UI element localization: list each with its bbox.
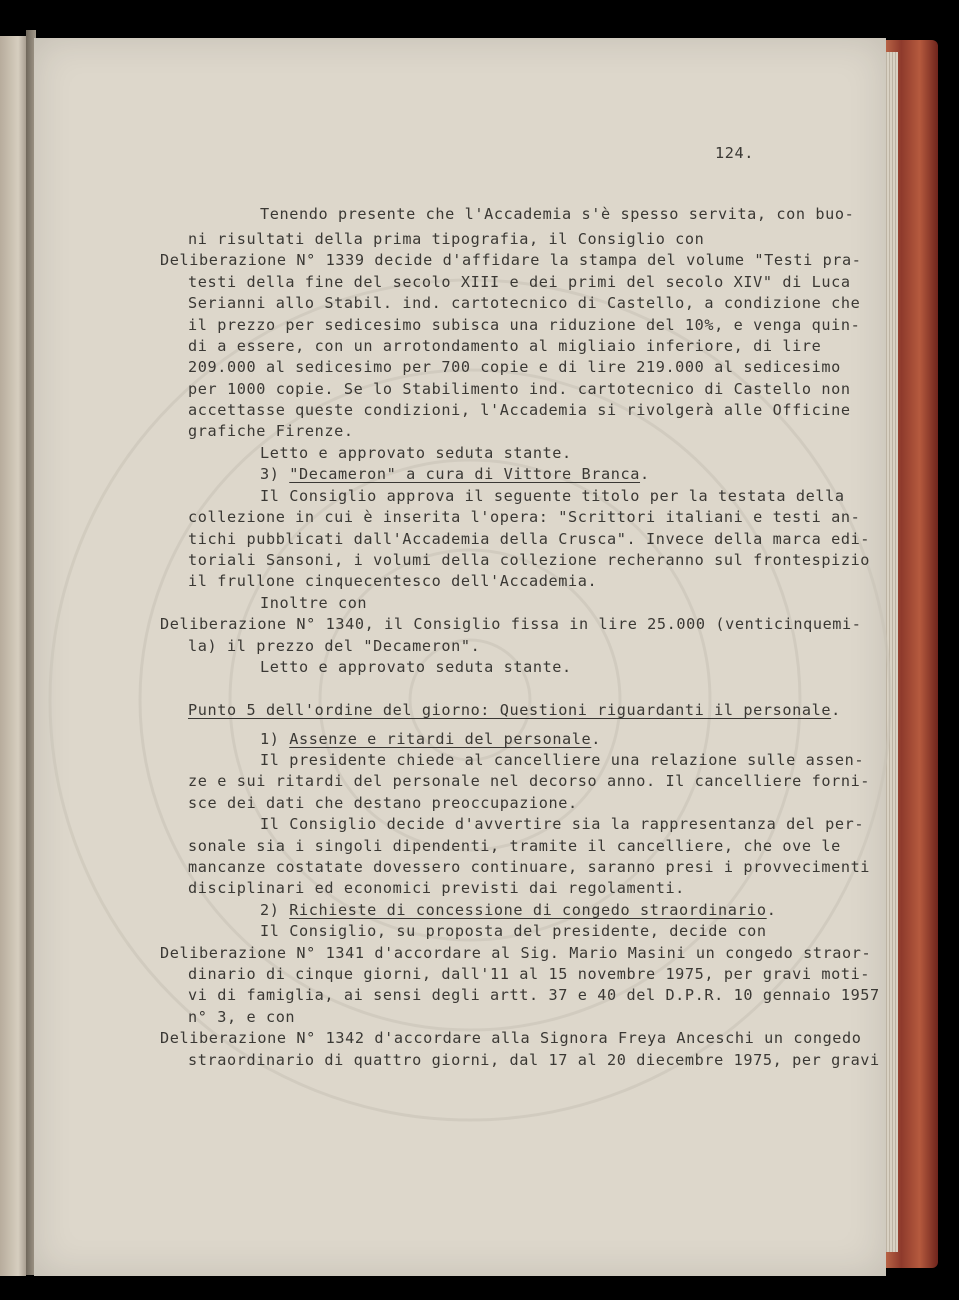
- text-line: mancanze costatate dovessero continuare, saranno presi i provvecimenti: [188, 858, 871, 876]
- text-line: Deliberazione N° 1340, il Consiglio fissa in lire 25.000 (venticinquemi-: [160, 615, 862, 633]
- text-line: collezione in cui è inserita l'opera: "Scrittori italiani e testi an-: [188, 508, 861, 526]
- text-line: 209.000 al sedicesimo per 700 copie e di lire 219.000 al sedicesimo: [188, 358, 841, 376]
- item-number: 1): [260, 730, 290, 748]
- section-heading: [260, 729, 601, 749]
- text-line: ze e sui ritardi del personale nel decorso anno. Il cancelliere forni-: [188, 772, 871, 790]
- text-line: Tenendo presente che l'Accademia s'è spesso servita, con buo-: [260, 205, 855, 223]
- text-line: Inoltre con: [260, 594, 368, 612]
- text-line: Il Consiglio approva il seguente titolo per la testata della: [260, 487, 845, 505]
- text-line: di a essere, con un arrotondamento al migliaio inferiore, di lire: [188, 337, 822, 355]
- text-line: la) il prezzo del "Decameron".: [188, 637, 481, 655]
- text-line: Letto e approvato seduta stante.: [260, 658, 572, 676]
- text-line: Deliberazione N° 1339 decide d'affidare la stampa del volume "Testi pra-: [160, 251, 862, 269]
- text-line: disciplinari ed economici previsti dai regolamenti.: [188, 879, 685, 897]
- text-line: per 1000 copie. Se lo Stabilimento ind. cartotecnico di Castello non: [188, 380, 851, 398]
- text-line: straordinario di quattro giorni, dal 17 al 20 diecembre 1975, per gravi: [188, 1051, 880, 1069]
- item-period: .: [640, 465, 650, 483]
- page-number: 124.: [715, 144, 754, 162]
- text-line: Serianni allo Stabil. ind. cartotecnico di Castello, a condizione che: [188, 294, 861, 312]
- text-line: tichi pubblicati dall'Accademia della Crusca". Invece della marca edi-: [188, 530, 871, 548]
- text-line: toriali Sansoni, i volumi della collezione recheranno sul frontespizio: [188, 551, 871, 569]
- text-line: vi di famiglia, ai sensi degli artt. 37 e 40 del D.P.R. 10 gennaio 1957: [188, 986, 880, 1004]
- text-line: Il Consiglio, su proposta del presidente, decide con: [260, 922, 767, 940]
- section-heading: [260, 464, 650, 484]
- text-line: Deliberazione N° 1341 d'accordare al Sig. Mario Masini un congedo straor-: [160, 944, 872, 962]
- item-title: Punto 5 dell'ordine del giorno: Questioni riguardanti il personale: [188, 701, 832, 719]
- text-line: Il presidente chiede al cancelliere una relazione sulle assen-: [260, 751, 865, 769]
- item-title: Richieste di concessione di congedo straordinario: [289, 901, 767, 919]
- left-page-edge: [0, 36, 26, 1276]
- item-title: "Decameron" a cura di Vittore Branca: [289, 465, 641, 483]
- text-line: ni risultati della prima tipografia, il Consiglio con: [188, 230, 705, 248]
- text-line: n° 3, e con: [188, 1008, 296, 1026]
- section-heading: [188, 700, 841, 720]
- text-line: il prezzo per sedicesimo subisca una riduzione del 10%, e venga quin-: [188, 316, 861, 334]
- item-title: Assenze e ritardi del personale: [289, 730, 592, 748]
- text-line: il frullone cinquecentesco dell'Accademia.: [188, 572, 598, 590]
- text-line: Letto e approvato seduta stante.: [260, 444, 572, 462]
- text-line: sonale sia i singoli dipendenti, tramite il cancelliere, che ove le: [188, 837, 841, 855]
- text-line: sce dei dati che destano preoccupazione.: [188, 794, 578, 812]
- section-heading: [260, 900, 776, 920]
- text-line: grafiche Firenze.: [188, 422, 354, 440]
- item-period: .: [831, 701, 841, 719]
- text-line: Il Consiglio decide d'avvertire sia la rappresentanza del per-: [260, 815, 865, 833]
- item-period: .: [766, 901, 777, 919]
- text-line: testi della fine del secolo XIII e dei primi del secolo XIV" di Luca: [188, 273, 851, 291]
- text-line: accettasse queste condizioni, l'Accademia si rivolgerà alle Officine: [188, 401, 851, 419]
- item-number: 2): [260, 901, 290, 919]
- text-line: Deliberazione N° 1342 d'accordare alla Signora Freya Anceschi un congedo: [160, 1029, 862, 1047]
- item-number: 3): [260, 465, 290, 483]
- text-line: dinario di cinque giorni, dall'11 al 15 novembre 1975, per gravi moti-: [188, 965, 871, 983]
- item-period: .: [591, 730, 602, 748]
